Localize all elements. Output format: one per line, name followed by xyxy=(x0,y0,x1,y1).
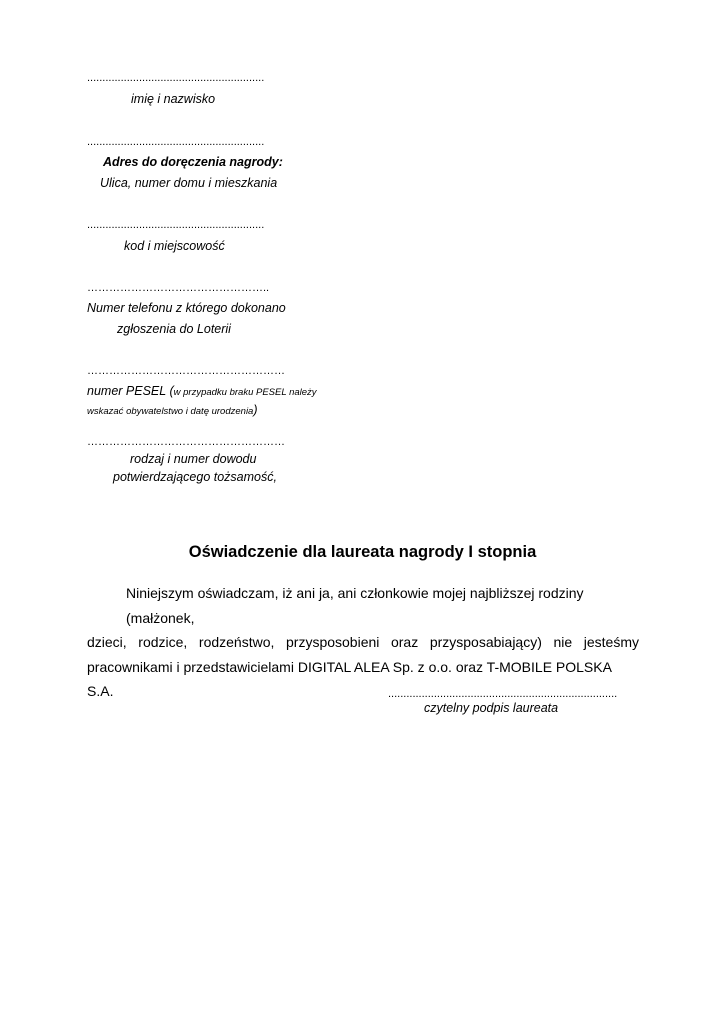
pesel-line: ……………………………………………… xyxy=(87,365,285,377)
name-label: imię i nazwisko xyxy=(131,92,216,106)
pesel-label xyxy=(87,384,317,398)
city-label: kod i miejscowość xyxy=(124,239,225,253)
pesel-close: ) xyxy=(253,403,258,417)
declaration-body xyxy=(87,581,639,704)
address-line: .......................................................... xyxy=(87,136,265,148)
address-heading: Adres do doręczenia nagrody: xyxy=(103,155,283,169)
pesel-label-text: numer PESEL ( xyxy=(87,384,174,398)
declaration-line3: pracownikami i przedstawicielami DIGITAL ALEA Sp. z o.o. oraz T-MOBILE POLSKA S.A. xyxy=(87,658,612,699)
pesel-note-line1: w przypadku braku PESEL należy xyxy=(173,387,317,398)
pesel-note xyxy=(87,403,258,417)
id-label-line2: potwierdzającego tożsamość, xyxy=(113,470,277,484)
declaration-line1: Niniejszym oświadczam, iż ani ja, ani członkowie mojej najbliższej rodziny (małżonek, xyxy=(126,585,584,626)
phone-label-line2: zgłoszenia do Loterii xyxy=(117,322,231,336)
address-label: Ulica, numer domu i mieszkania xyxy=(100,176,278,190)
signature-line: ........................................................................... xyxy=(388,688,618,700)
phone-line: ………………………………………….. xyxy=(87,282,270,294)
signature-label: czytelny podpis laureata xyxy=(424,701,559,715)
declaration-line2: dzieci, rodzice, rodzeństwo, przysposobieni oraz przysposabiający) nie jesteśmy xyxy=(87,634,639,650)
city-line: .......................................................... xyxy=(87,219,265,231)
name-line: .......................................................... xyxy=(87,72,265,84)
phone-label-line1: Numer telefonu z którego dokonano xyxy=(87,301,286,315)
declaration-title: Oświadczenie dla laureata nagrody I stopnia xyxy=(188,543,537,561)
pesel-note-line2: wskazać obywatelstwo i datę urodzenia xyxy=(87,406,254,417)
id-label-line1: rodzaj i numer dowodu xyxy=(130,452,257,466)
id-line: ……………………………………………… xyxy=(87,436,285,448)
